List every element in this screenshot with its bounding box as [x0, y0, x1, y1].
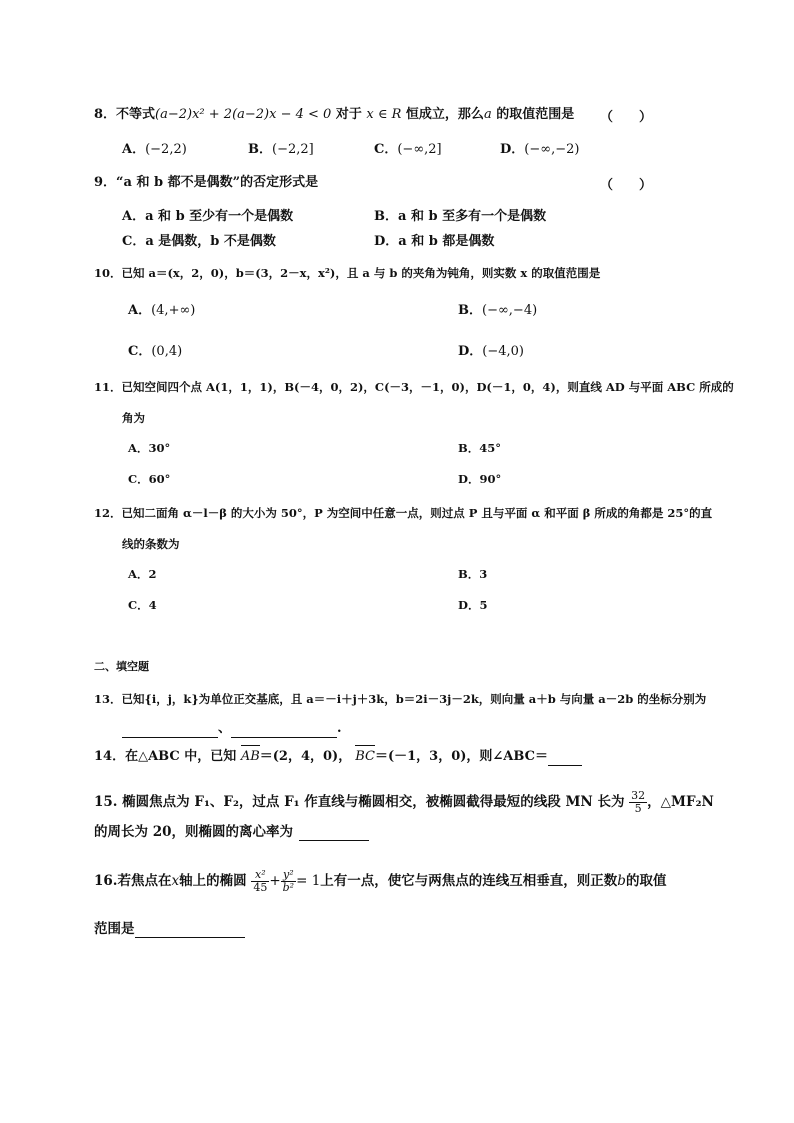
q11-option-d [458, 471, 501, 487]
option-label: D． [500, 142, 525, 157]
option-label: D． [374, 234, 399, 249]
option-label: A． [128, 303, 152, 318]
q15-stem-line2-text: 的周长为 20，则椭圆的离心率为 [94, 824, 293, 840]
q8-option-a [122, 138, 187, 157]
q12-option-c [128, 597, 157, 613]
q11-stem-line1: 11．已知空间四个点 A(1，1，1)，B(－4，0，2)，C(－3，－1，0)，D(－1，0，4)，则直线 AD 与平面 ABC 所成的 [94, 380, 734, 394]
q11-stem-line2: 角为 [122, 411, 145, 425]
option-value: 45° [479, 441, 501, 455]
q16-fraction-x [251, 869, 269, 894]
q14-stem [94, 748, 582, 766]
q15-fraction-denominator: 5 [634, 802, 642, 815]
q15-stem-pre: 15. 椭圆焦点为 F₁、F₂，过点 F₁ 作直线与椭圆相交，被椭圆截得最短的线段 MN 长为 [94, 794, 625, 810]
q8-option-d [500, 138, 579, 157]
q15-stem-line2 [94, 823, 369, 841]
q16-stem-line1 [94, 864, 666, 898]
q9-stem: 9．“a 和 b 都不是偶数”的否定形式是 [94, 175, 319, 190]
option-value: (0,4) [151, 344, 183, 359]
q11-option-c [128, 471, 170, 487]
q8-stem-pre: 8．不等式 [94, 107, 156, 122]
option-value: (−∞,2] [397, 142, 442, 157]
option-value: (−2,2) [145, 142, 187, 157]
option-label: B． [374, 209, 398, 224]
q13-blank-2[interactable] [231, 723, 337, 738]
q13-blanks [122, 720, 342, 738]
option-label: A． [122, 209, 146, 224]
option-label: C． [374, 142, 398, 157]
q12-option-d [458, 597, 488, 613]
q16-blank[interactable] [135, 923, 245, 938]
q8-stem-post: 恒成立，那么 [401, 107, 484, 122]
q8-expression: (a−2)x² + 2(a−2)x − 4 < 0 [155, 107, 332, 122]
q13-separator: 、 [218, 721, 232, 736]
option-value: 3 [479, 567, 488, 581]
q16-stem-end: 的取值 [625, 873, 667, 889]
option-value: 4 [148, 598, 157, 612]
option-value: 2 [148, 567, 157, 581]
q14-blank[interactable] [548, 751, 582, 766]
q16-axis: x [171, 873, 180, 889]
option-value: (−∞,−2) [524, 142, 580, 157]
option-value: 30° [148, 441, 171, 455]
option-label: B． [458, 441, 480, 455]
option-label: A． [122, 142, 146, 157]
section-title-fill-in: 二、填空题 [94, 660, 149, 673]
q16-fraction-y-numerator: y² [281, 869, 296, 882]
q14-stem-pre: 14．在△ABC 中，已知 [94, 749, 241, 764]
q16-fraction-x-denominator: 45 [253, 881, 268, 894]
option-label: B． [248, 142, 272, 157]
q15-blank[interactable] [299, 826, 369, 841]
q8-answer-bracket: （ ） [600, 110, 653, 125]
q9-option-c [122, 230, 276, 249]
q16-stem-line2 [94, 920, 245, 938]
q14-vector-ab-value: ＝(2，4，0)， [259, 749, 352, 764]
q12-stem-line2: 线的条数为 [122, 537, 180, 551]
q14-vector-ab: AB [240, 749, 260, 764]
q14-vector-bc: BC [355, 749, 375, 764]
q16-fraction-y [281, 869, 296, 894]
q8-stem-mid: 对于 [331, 107, 367, 122]
option-value: (−4,0) [482, 344, 524, 359]
q10-option-a [128, 299, 195, 318]
option-label: C． [128, 344, 152, 359]
q12-option-b [458, 566, 487, 582]
option-label: D． [458, 344, 483, 359]
q16-stem-pre: 16.若焦点在 [94, 873, 172, 889]
option-label: D． [458, 472, 480, 486]
q12-option-a [128, 566, 156, 582]
q14-vector-bc-value: ＝(－1，3，0)，则∠ABC＝ [374, 749, 548, 764]
q8-condition: x ∈ R [366, 107, 402, 122]
q10-option-c [128, 340, 182, 359]
option-label: B． [458, 303, 482, 318]
q12-stem-line1: 12．已知二面角 α－l－β 的大小为 50°，P 为空间中任意一点，则过点 P 且与平面 α 和平面 β 所成的角都是 25°的直 [94, 506, 713, 520]
option-label: D． [458, 598, 480, 612]
option-value: 90° [479, 472, 502, 486]
q15-stem-line1 [94, 788, 714, 816]
q9-option-b [374, 205, 546, 224]
q16-variable: b [617, 873, 626, 889]
q8-variable: a [483, 107, 492, 122]
q9-answer-bracket: （ ） [600, 178, 653, 193]
option-label: C． [122, 234, 146, 249]
option-label: C． [128, 598, 149, 612]
option-value: a 和 b 至多有一个是偶数 [398, 209, 547, 224]
q16-fraction-x-numerator: x² [251, 869, 269, 882]
option-label: A． [128, 441, 149, 455]
option-value: 5 [479, 598, 488, 612]
option-value: a 和 b 都是偶数 [398, 234, 495, 249]
q10-option-b [458, 299, 537, 318]
q13-stem: 13．已知{i，j，k}为单位正交基底，且 a＝－i＋j＋3k，b＝2i－3j－2k，则向量 a＋b 与向量 a－2b 的坐标分别为 [94, 692, 707, 706]
q10-option-d [458, 340, 524, 359]
q11-option-b [458, 440, 501, 456]
q16-stem-post: 上有一点，使它与两焦点的连线互相垂直，则正数 [320, 873, 618, 889]
q16-stem-line2-text: 范围是 [94, 921, 135, 937]
q8-stem-end: 的取值范围是 [491, 107, 575, 122]
q13-blank-1[interactable] [122, 723, 218, 738]
q16-plus: + [269, 873, 281, 889]
option-value: (−2,2] [272, 142, 314, 157]
q15-stem-post: ，△MF₂N [647, 794, 714, 810]
option-value: a 是偶数，b 不是偶数 [145, 234, 276, 249]
q8-option-b [248, 138, 314, 157]
option-value: a 和 b 至少有一个是偶数 [145, 209, 294, 224]
q16-equals: = 1 [296, 873, 321, 889]
option-label: A． [128, 567, 149, 581]
q15-fraction [629, 790, 647, 815]
q8-stem [94, 106, 574, 124]
q11-option-a [128, 440, 170, 456]
q16-stem-mid: 轴上的椭圆 [179, 873, 247, 889]
q8-option-c [374, 138, 442, 157]
q9-option-d [374, 230, 494, 249]
q13-end-mark: . [337, 721, 342, 736]
option-label: B． [458, 567, 480, 581]
option-label: C． [128, 472, 149, 486]
option-value: (4,+∞) [151, 303, 196, 318]
q9-option-a [122, 205, 293, 224]
option-value: 60° [148, 472, 171, 486]
option-value: (−∞,−4) [482, 303, 538, 318]
q15-fraction-numerator: 32 [631, 789, 646, 802]
q16-fraction-y-denominator: b² [282, 881, 295, 894]
q10-stem: 10．已知 a＝(x，2，0)，b＝(3，2－x，x²)，且 a 与 b 的夹角为钝角，则实数 x 的取值范围是 [94, 266, 601, 280]
